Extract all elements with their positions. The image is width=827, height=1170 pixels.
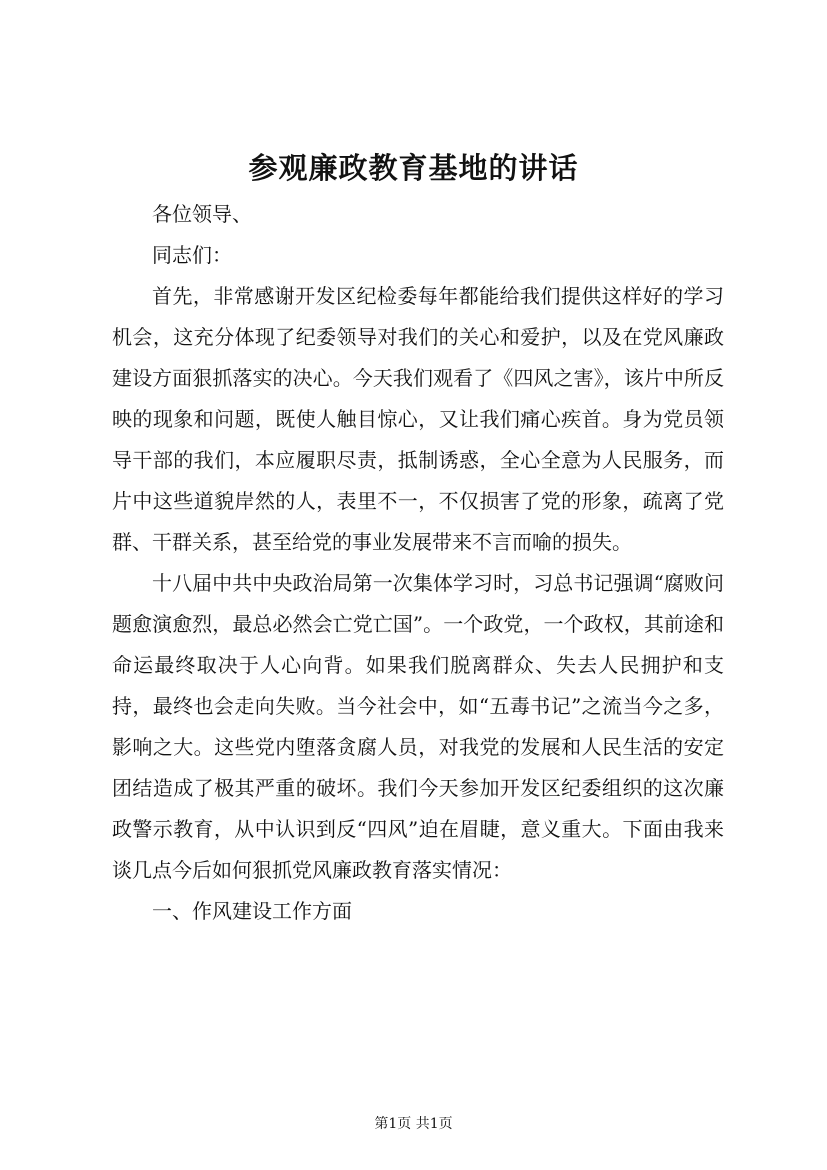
page-number-footer: 第1页 共1页 (374, 1116, 453, 1132)
paragraph-discipline: 十八届中共中央政治局第一次集体学习时，习总书记强调“腐败问题愈演愈烈，最总必然会亡党亡国”。一个政党，一个政权，其前途和命运最终取决于人心向背。如果我们脱离群众、失去人民拥护和支持，最终也会走向失败。当今社会中，如“五毒书记”之流当今之多，影响之大。这些党内堕落贪腐人员，对我党的发展和人民生活的安定团结造成了极其严重的破坏。我们今天参加开发区纪委组织的这次廉政警示教育，从中认识到反“四风”迫在眉睫，意义重大。下面由我来谈几点今后如何狠抓党风廉政教育落实情况： (112, 571, 724, 882)
paragraph-intro: 首先，非常感谢开发区纪检委每年都能给我们提供这样好的学习机会，这充分体现了纪委领导对我们的关心和爱护，以及在党风廉政建设方面狠抓落实的决心。今天我们观看了《四风之害》，该片中所反映的现象和问题，既使人触目惊心，又让我们痛心疾首。身为党员领导干部的我们，本应履职尽责，抵制诱惑，全心全意为人民服务，而片中这些道貌岸然的人，表里不一，不仅损害了党的形象，疏离了党群、干群关系，甚至给党的事业发展带来不言而喻的损失。 (112, 284, 724, 554)
document-title: 参观廉政教育基地的讲话 (248, 151, 579, 185)
salutation-leaders: 各位领导、 (152, 202, 252, 226)
section-heading-style-building: 一、作风建设工作方面 (152, 899, 352, 923)
document-body (112, 194, 724, 932)
salutation-comrades: 同志们： (152, 243, 232, 267)
